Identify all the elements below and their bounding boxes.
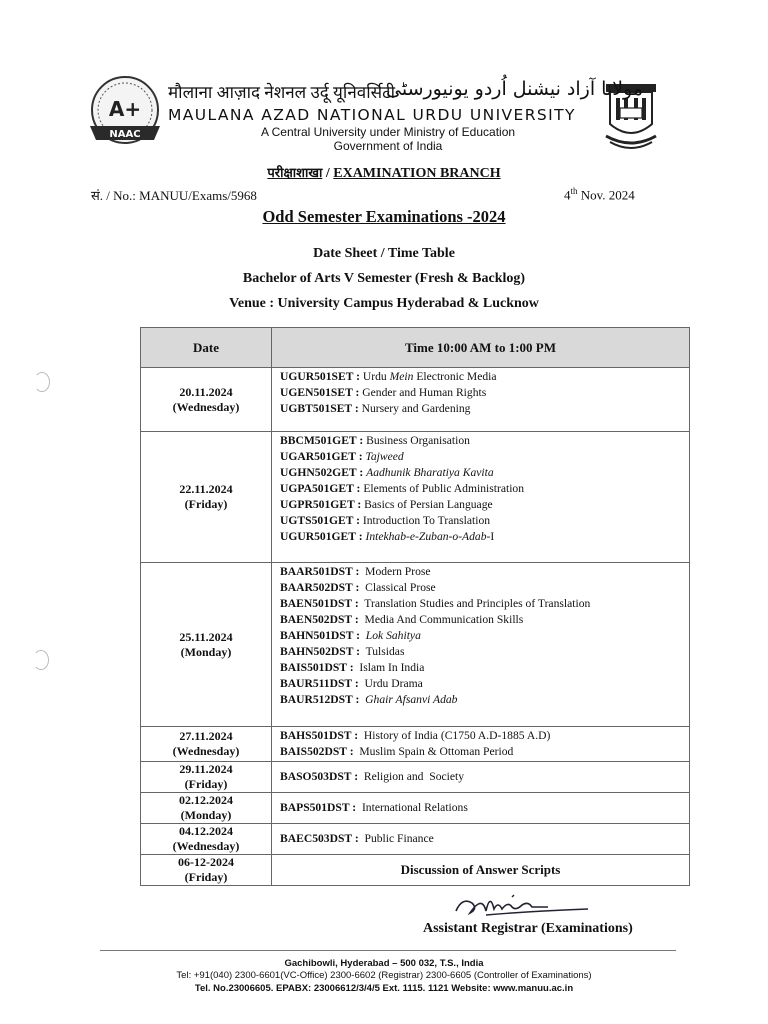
paper-line <box>280 481 689 497</box>
paper-line <box>280 769 689 785</box>
punch-hole-mark <box>33 650 49 670</box>
exam-date: 29.11.2024 <box>179 762 233 776</box>
footer-contact: Tel. No.23006605. EPABX: 23006612/3/4/5 Ext. 1115. 1121 Website: www.manuu.ac.in <box>194 983 574 994</box>
exam-date-cell <box>141 727 272 762</box>
paper-code: BASO503DST : <box>280 770 359 783</box>
university-subtitle: A Central University under Ministry of Education <box>260 125 516 139</box>
paper-code: BAEC503DST : <box>280 832 359 845</box>
subheading-datesheet: Date Sheet / Time Table <box>313 246 455 261</box>
schedule-table <box>140 327 690 886</box>
signatory-title: Assistant Registrar (Examinations) <box>423 921 633 936</box>
university-name-urdu: مولانا آزاد نیشنل اُردو یونیورسٹی <box>386 78 644 100</box>
paper-title-italic: Tajweed <box>365 450 404 463</box>
exam-day: (Monday) <box>180 808 232 822</box>
paper-code: BAIS502DST : <box>280 745 354 758</box>
paper-line <box>280 831 689 847</box>
paper-title: Gender and Human Rights <box>359 386 487 399</box>
paper-code: UGBT501SET : <box>280 402 359 415</box>
paper-code: BAAR501DST : <box>280 565 360 578</box>
paper-title: Religion and Society <box>358 770 465 783</box>
papers-cell <box>272 563 690 727</box>
paper-code: UGPA501GET : <box>280 482 361 495</box>
paper-title-italic: Intekhab-e-Zuban-o-Adab <box>365 530 487 543</box>
punch-hole-mark <box>34 372 50 392</box>
date-day: 4 <box>564 187 571 203</box>
paper-code: UGTS501GET : <box>280 514 360 527</box>
paper-title-suffix: Electronic Media <box>413 370 497 383</box>
table-row <box>141 793 690 824</box>
subheading-venue: Venue : University Campus Hyderabad & Lucknow <box>229 296 539 311</box>
footer-address: Gachibowli, Hyderabad – 500 032, T.S., India <box>284 958 484 969</box>
exam-date-cell <box>141 368 272 432</box>
paper-title-italic: Ghair Afsanvi Adab <box>365 693 458 706</box>
paper-title: Elements of Public Administration <box>360 482 525 495</box>
naac-label: NAAC <box>109 129 141 140</box>
paper-line <box>280 596 689 612</box>
naac-logo <box>82 70 168 156</box>
exam-day: (Wednesday) <box>172 839 240 853</box>
paper-line <box>280 628 689 644</box>
paper-line <box>280 449 689 465</box>
papers-cell <box>272 432 690 563</box>
paper-line <box>280 728 689 744</box>
paper-title: Tulsidas <box>360 645 405 658</box>
exam-date: 25.11.2024 <box>179 629 233 644</box>
schedule-body <box>141 368 690 886</box>
paper-line <box>280 644 689 660</box>
page-title: Odd Semester Examinations -2024 <box>262 207 506 226</box>
footer-divider <box>100 950 676 951</box>
university-name-hindi: मौलाना आज़ाद नेशनल उर्दू यूनिवर्सिटी <box>168 83 396 102</box>
paper-line <box>280 660 689 676</box>
paper-code: BAPS501DST : <box>280 801 357 814</box>
paper-code: BBCM501GET : <box>280 434 364 447</box>
paper-title: International Relations <box>356 801 468 814</box>
paper-title: Business Organisation <box>363 434 470 447</box>
subheading-program: Bachelor of Arts V Semester (Fresh & Backlog) <box>242 271 526 286</box>
paper-title: Public Finance <box>358 832 434 845</box>
paper-title: Urdu <box>360 370 390 383</box>
branch-separator: / <box>322 166 334 181</box>
exam-date-cell <box>141 563 272 727</box>
exam-date: 04.12.2024 <box>179 824 233 838</box>
paper-title: Nursery and Gardening <box>358 402 471 415</box>
paper-line <box>280 401 689 417</box>
paper-code: BAAR502DST : <box>280 581 360 594</box>
paper-line <box>280 676 689 692</box>
reference-number: सं. / No.: MANUU/Exams/5968 <box>91 188 257 203</box>
paper-title-suffix: -I <box>486 530 495 543</box>
footer-phones: Tel: +91(040) 2300-6601(VC-Office) 2300-6602 (Registrar) 2300-6605 (Controller of Examinations) <box>176 970 592 981</box>
table-row <box>141 432 690 563</box>
branch-english: EXAMINATION BRANCH <box>333 166 501 181</box>
paper-code: BAEN501DST : <box>280 597 359 610</box>
column-header-time: Time 10:00 AM to 1:00 PM <box>272 328 690 368</box>
table-row <box>141 762 690 793</box>
university-subtitle-govt: Government of India <box>333 139 443 153</box>
paper-title: Modern Prose <box>359 565 431 578</box>
exam-day: (Monday) <box>180 644 232 659</box>
paper-title-italic: Mein <box>389 370 414 383</box>
paper-code: BAIS501DST : <box>280 661 354 674</box>
paper-code: BAEN502DST : <box>280 613 359 626</box>
paper-code: BAHN502DST : <box>280 645 360 658</box>
paper-line <box>280 800 689 816</box>
paper-line <box>280 513 689 529</box>
column-header-date: Date <box>141 328 272 368</box>
paper-code: BAHN501DST : <box>280 629 360 642</box>
exam-date-cell <box>141 855 272 886</box>
exam-day: (Wednesday) <box>172 744 240 758</box>
table-row <box>141 855 690 886</box>
paper-line <box>280 385 689 401</box>
exam-date: 06-12-2024 <box>178 855 234 869</box>
exam-day: (Wednesday) <box>172 399 240 414</box>
paper-title: Media And Communication Skills <box>358 613 524 626</box>
branch-heading <box>0 163 768 182</box>
exam-day: (Friday) <box>184 497 228 511</box>
table-row <box>141 824 690 855</box>
table-row <box>141 563 690 727</box>
exam-date-cell <box>141 762 272 793</box>
papers-cell <box>272 793 690 824</box>
answer-scripts-discussion: Discussion of Answer Scripts <box>272 855 690 886</box>
paper-code: UGEN501SET : <box>280 386 360 399</box>
paper-code: UGPR501GET : <box>280 498 362 511</box>
paper-title-italic: Lok Sahitya <box>365 629 421 642</box>
paper-line <box>280 433 689 449</box>
table-row <box>141 368 690 432</box>
papers-cell <box>272 824 690 855</box>
exam-date: 27.11.2024 <box>179 729 233 743</box>
exam-date-cell <box>141 432 272 563</box>
paper-title-italic: Aadhunik Bharatiya Kavita <box>366 466 494 479</box>
paper-line <box>280 692 689 708</box>
papers-cell <box>272 368 690 432</box>
paper-code: BAUR511DST : <box>280 677 359 690</box>
signature <box>452 889 592 923</box>
paper-title: History of India (C1750 A.D-1885 A.D) <box>358 729 551 742</box>
paper-code: UGUR501GET : <box>280 530 363 543</box>
paper-title: Classical Prose <box>359 581 436 594</box>
paper-title: Introduction To Translation <box>360 514 491 527</box>
naac-grade: A+ <box>108 97 142 121</box>
paper-title: Urdu Drama <box>358 677 423 690</box>
paper-line <box>280 369 689 385</box>
paper-title: Muslim Spain & Ottoman Period <box>353 745 514 758</box>
table-header-row <box>141 328 690 368</box>
exam-date-cell <box>141 824 272 855</box>
paper-code: BAHS501DST : <box>280 729 359 742</box>
exam-date: 02.12.2024 <box>179 793 233 807</box>
reference-date <box>564 186 635 203</box>
paper-line <box>280 497 689 513</box>
date-rest: Nov. 2024 <box>577 187 635 203</box>
paper-line <box>280 612 689 628</box>
exam-date: 20.11.2024 <box>179 384 233 399</box>
paper-code: UGUR501SET : <box>280 370 360 383</box>
paper-line <box>280 580 689 596</box>
paper-title: Islam In India <box>353 661 425 674</box>
paper-title: Translation Studies and Principles of Translation <box>358 597 591 610</box>
paper-code: UGAR501GET : <box>280 450 363 463</box>
date-suffix: th <box>570 186 578 196</box>
paper-line <box>280 744 689 760</box>
university-name-english: MAULANA AZAD NATIONAL URDU UNIVERSITY <box>168 106 576 124</box>
branch-hindi: परीक्षाशाखा <box>267 166 323 181</box>
papers-cell <box>272 762 690 793</box>
exam-date-cell <box>141 793 272 824</box>
paper-line <box>280 465 689 481</box>
exam-day: (Friday) <box>184 777 228 791</box>
exam-day: (Friday) <box>184 870 228 884</box>
paper-code: UGHN502GET : <box>280 466 364 479</box>
paper-line <box>280 529 689 545</box>
papers-cell <box>272 727 690 762</box>
table-row <box>141 727 690 762</box>
paper-code: BAUR512DST : <box>280 693 360 706</box>
paper-title: Basics of Persian Language <box>361 498 493 511</box>
paper-line <box>280 564 689 580</box>
exam-date: 22.11.2024 <box>179 482 233 496</box>
